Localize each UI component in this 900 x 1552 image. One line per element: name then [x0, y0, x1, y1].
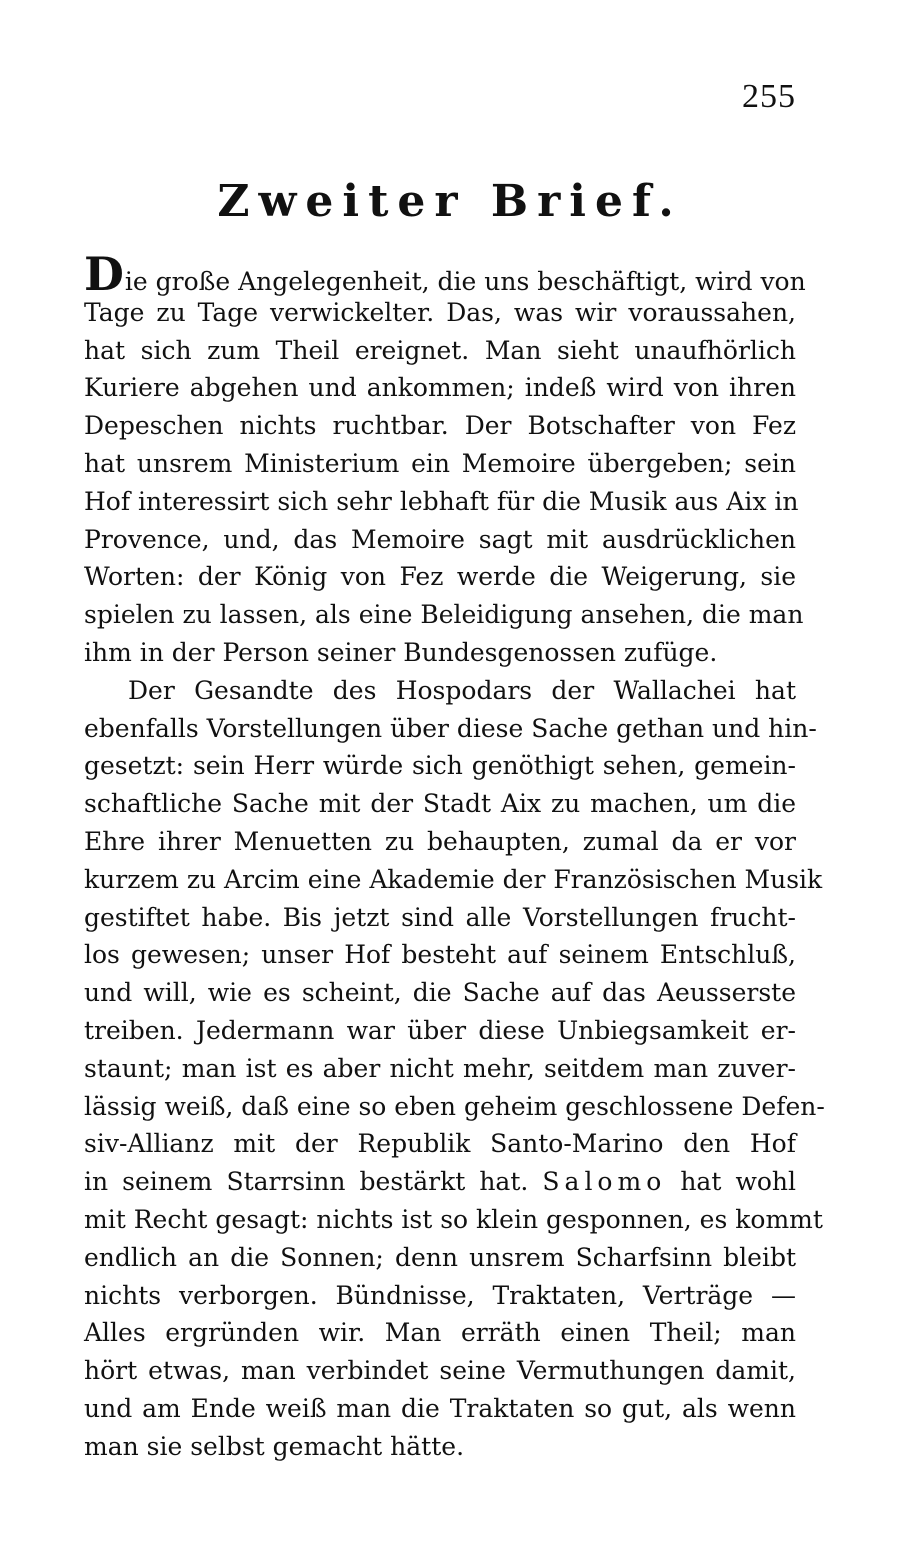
text-line: man sie selbst gemacht hätte.: [84, 1431, 465, 1461]
text-line: Alles ergründen wir. Man erräth einen Theil; man: [84, 1318, 796, 1348]
text-line: schaftliche Sache mit der Stadt Aix zu machen, um die: [84, 789, 796, 819]
text-line: siv-Allianz mit der Republik Santo-Marino den Hof: [84, 1129, 796, 1159]
text-line: endlich an die Sonnen; denn unsrem Scharfsinn bleibt: [84, 1242, 796, 1272]
text-line: Ehre ihrer Menuetten zu behaupten, zumal da er vor: [84, 826, 796, 856]
text-line: hat unsrem Ministerium ein Memoire übergeben; sein: [84, 448, 796, 478]
text-line: Depeschen nichts ruchtbar. Der Botschafter von Fez: [84, 411, 796, 441]
text-line: los gewesen; unser Hof besteht auf seinem Entschluß,: [84, 940, 796, 970]
text-line: hört etwas, man verbindet seine Vermuthungen damit,: [84, 1356, 796, 1386]
text-line: spielen zu lassen, als eine Beleidigung ansehen, die man: [84, 600, 804, 630]
page-number: 255: [742, 78, 796, 115]
text-line: und am Ende weiß man die Traktaten so gut, als wenn: [84, 1393, 796, 1423]
emphasized-name: Salomo: [542, 1167, 667, 1197]
text-line: Worten: der König von Fez werde die Weigerung, sie: [84, 562, 796, 592]
text-line: gesetzt: sein Herr würde sich genöthigt sehen, gemein-: [84, 751, 796, 781]
paragraph-1: [84, 294, 804, 672]
text-segment: in seinem Starrsinn bestärkt hat.: [84, 1167, 529, 1197]
text-line: [84, 1163, 796, 1201]
text-line: kurzem zu Arcim eine Akademie der Französischen Musik: [84, 864, 823, 894]
text-line: Der Gesandte des Hospodars der Wallachei hat: [128, 675, 796, 705]
text-line: Hof interessirt sich sehr lebhaft für die Musik aus Aix in: [84, 486, 799, 516]
text-line: Provence, und, das Memoire sagt mit ausdrücklichen: [84, 524, 796, 554]
text-line: und will, wie es scheint, die Sache auf das Aeusserste: [84, 978, 796, 1008]
text-line: mit Recht gesagt: nichts ist so klein gesponnen, es kommt: [84, 1204, 823, 1234]
text-line: treiben. Jedermann war über diese Unbiegsamkeit er-: [84, 1015, 796, 1045]
text-line: staunt; man ist es aber nicht mehr, seitdem man zuver-: [84, 1053, 796, 1083]
text-line: Kuriere abgehen und ankommen; indeß wird von ihren: [84, 373, 796, 403]
paragraph-2: [84, 672, 825, 1466]
text-line: nichts verborgen. Bündnisse, Traktaten, Verträge —: [84, 1280, 796, 1310]
text-line: Tage zu Tage verwickelter. Das, was wir voraussahen,: [84, 297, 796, 327]
drop-cap: D: [84, 247, 124, 301]
first-line: [84, 247, 806, 301]
text-line: hat sich zum Theil ereignet. Man sieht unaufhörlich: [84, 335, 796, 365]
letter-body: [84, 247, 825, 1466]
text-segment: hat wohl: [680, 1167, 796, 1197]
first-line-text: ie große Angelegenheit, die uns beschäftigt, wird von: [124, 267, 806, 296]
text-line: ebenfalls Vorstellungen über diese Sache gethan und hin-: [84, 713, 817, 743]
text-line: lässig weiß, daß eine so eben geheim geschlossene Defen-: [84, 1091, 825, 1121]
text-line: gestiftet habe. Bis jetzt sind alle Vorstellungen frucht-: [84, 902, 796, 932]
text-line: ihm in der Person seiner Bundesgenossen zufüge.: [84, 637, 718, 667]
letter-title: Zweiter Brief.: [217, 176, 683, 227]
